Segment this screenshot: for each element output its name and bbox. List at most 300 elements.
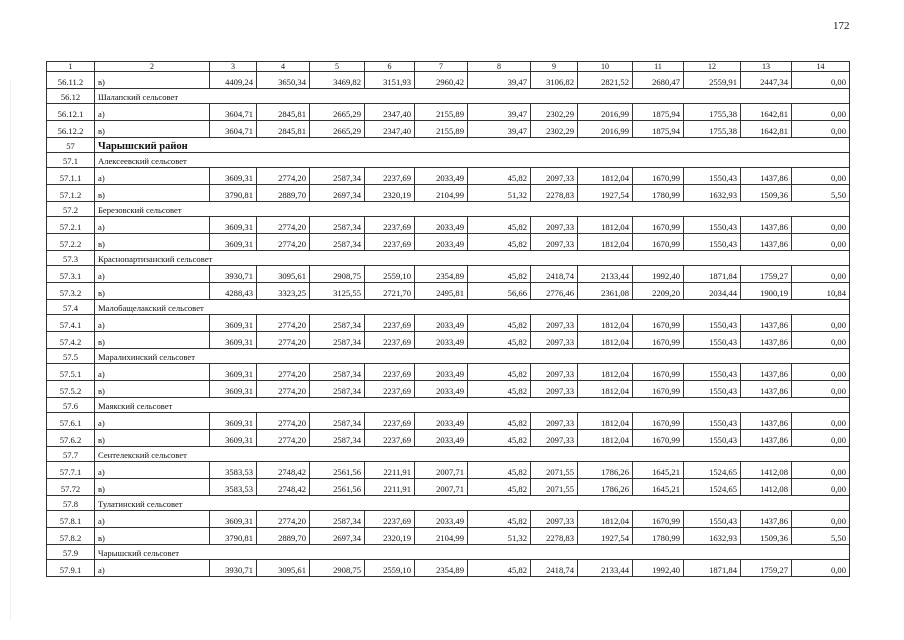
value-cell: 0,00 [792, 332, 850, 349]
value-cell: 2665,29 [310, 104, 365, 121]
value-cell: 1437,86 [741, 217, 792, 234]
value-cell: 3125,55 [310, 283, 365, 300]
value-cell: 4288,43 [210, 283, 257, 300]
value-cell: 2561,56 [310, 462, 365, 479]
table-row [47, 413, 850, 430]
value-cell: 2278,83 [531, 528, 578, 545]
value-cell: 1524,65 [684, 462, 741, 479]
value-cell: 2237,69 [365, 332, 415, 349]
value-cell: 1550,43 [684, 217, 741, 234]
table-row [47, 364, 850, 381]
value-cell: 1670,99 [633, 217, 684, 234]
value-cell: 1645,21 [633, 479, 684, 496]
section-title-cell: Маякский сельсовет [95, 398, 850, 413]
section-title-cell: Алексеевский сельсовет [95, 153, 850, 168]
value-cell: 2680,47 [633, 72, 684, 89]
value-cell: 0,00 [792, 168, 850, 185]
row-subitem-cell: а) [95, 413, 210, 430]
row-code-cell: 57.8.1 [47, 511, 95, 528]
value-cell: 0,00 [792, 72, 850, 89]
value-cell: 2237,69 [365, 315, 415, 332]
value-cell: 2302,29 [531, 121, 578, 138]
section-heading-row [47, 398, 850, 413]
value-cell: 1780,99 [633, 185, 684, 202]
value-cell: 2774,20 [257, 168, 310, 185]
value-cell: 3323,25 [257, 283, 310, 300]
value-cell: 2237,69 [365, 364, 415, 381]
value-cell: 2559,10 [365, 266, 415, 283]
row-subitem-cell: в) [95, 185, 210, 202]
value-cell: 2033,49 [415, 364, 468, 381]
value-cell: 2748,42 [257, 462, 310, 479]
value-cell: 1437,86 [741, 315, 792, 332]
value-cell: 0,00 [792, 364, 850, 381]
table-row [47, 560, 850, 577]
value-cell: 3609,31 [210, 430, 257, 447]
row-subitem-cell: в) [95, 479, 210, 496]
value-cell: 2237,69 [365, 413, 415, 430]
value-cell: 3790,81 [210, 185, 257, 202]
value-cell: 3151,93 [365, 72, 415, 89]
value-cell: 2587,34 [310, 234, 365, 251]
table-row [47, 528, 850, 545]
value-cell: 2418,74 [531, 560, 578, 577]
value-cell: 1759,27 [741, 560, 792, 577]
value-cell: 2237,69 [365, 168, 415, 185]
value-cell: 1670,99 [633, 315, 684, 332]
value-cell: 45,82 [468, 462, 531, 479]
value-cell: 51,32 [468, 185, 531, 202]
value-cell: 1550,43 [684, 413, 741, 430]
value-cell: 1642,81 [741, 104, 792, 121]
value-cell: 1645,21 [633, 462, 684, 479]
value-cell: 1437,86 [741, 511, 792, 528]
value-cell: 2155,89 [415, 104, 468, 121]
value-cell: 2133,44 [578, 560, 633, 577]
value-cell: 45,82 [468, 511, 531, 528]
value-cell: 4409,24 [210, 72, 257, 89]
value-cell: 1550,43 [684, 511, 741, 528]
value-cell: 1927,54 [578, 528, 633, 545]
value-cell: 1412,08 [741, 462, 792, 479]
value-cell: 39,47 [468, 121, 531, 138]
value-cell: 3930,71 [210, 560, 257, 577]
value-cell: 2237,69 [365, 381, 415, 398]
value-cell: 51,32 [468, 528, 531, 545]
value-cell: 2418,74 [531, 266, 578, 283]
value-cell: 0,00 [792, 381, 850, 398]
value-cell: 2097,33 [531, 234, 578, 251]
section-heading-row [47, 349, 850, 364]
value-cell: 0,00 [792, 104, 850, 121]
value-cell: 3609,31 [210, 332, 257, 349]
value-cell: 1755,38 [684, 121, 741, 138]
section-heading-row [47, 447, 850, 462]
value-cell: 2495,81 [415, 283, 468, 300]
value-cell: 2033,49 [415, 381, 468, 398]
value-cell: 1786,26 [578, 462, 633, 479]
row-subitem-cell: в) [95, 234, 210, 251]
value-cell: 3930,71 [210, 266, 257, 283]
table-row [47, 72, 850, 89]
row-code-cell: 57.3.2 [47, 283, 95, 300]
value-cell: 2033,49 [415, 413, 468, 430]
value-cell: 2016,99 [578, 104, 633, 121]
column-number-cell: 12 [684, 62, 741, 72]
section-code-cell: 57.3 [47, 251, 95, 266]
value-cell: 3609,31 [210, 381, 257, 398]
section-heading-row [47, 545, 850, 560]
row-subitem-cell: а) [95, 266, 210, 283]
section-code-cell: 56.12 [47, 89, 95, 104]
value-cell: 2097,33 [531, 168, 578, 185]
value-cell: 0,00 [792, 315, 850, 332]
value-cell: 2237,69 [365, 234, 415, 251]
value-cell: 1755,38 [684, 104, 741, 121]
value-cell: 3609,31 [210, 217, 257, 234]
row-subitem-cell: а) [95, 168, 210, 185]
section-title-cell: Маралихинский сельсовет [95, 349, 850, 364]
value-cell: 45,82 [468, 234, 531, 251]
section-title-cell: Шалапский сельсовет [95, 89, 850, 104]
section-code-cell: 57.1 [47, 153, 95, 168]
value-cell: 3790,81 [210, 528, 257, 545]
value-cell: 2320,19 [365, 528, 415, 545]
row-code-cell: 57.5.1 [47, 364, 95, 381]
value-cell: 2097,33 [531, 364, 578, 381]
column-number-cell: 9 [531, 62, 578, 72]
value-cell: 1642,81 [741, 121, 792, 138]
value-cell: 3609,31 [210, 168, 257, 185]
value-cell: 1871,84 [684, 266, 741, 283]
value-cell: 2007,71 [415, 479, 468, 496]
value-cell: 2097,33 [531, 217, 578, 234]
value-cell: 2774,20 [257, 381, 310, 398]
row-code-cell: 57.4.2 [47, 332, 95, 349]
value-cell: 1412,08 [741, 479, 792, 496]
row-code-cell: 57.8.2 [47, 528, 95, 545]
value-cell: 2908,75 [310, 266, 365, 283]
table-row [47, 168, 850, 185]
row-subitem-cell: а) [95, 560, 210, 577]
table-row [47, 315, 850, 332]
value-cell: 2320,19 [365, 185, 415, 202]
value-cell: 2776,46 [531, 283, 578, 300]
value-cell: 3604,71 [210, 121, 257, 138]
value-cell: 0,00 [792, 217, 850, 234]
row-code-cell: 56.12.1 [47, 104, 95, 121]
value-cell: 2104,99 [415, 185, 468, 202]
value-cell: 3469,82 [310, 72, 365, 89]
value-cell: 45,82 [468, 479, 531, 496]
value-cell: 2774,20 [257, 413, 310, 430]
value-cell: 1875,94 [633, 104, 684, 121]
section-heading-row [47, 496, 850, 511]
value-cell: 1550,43 [684, 364, 741, 381]
value-cell: 45,82 [468, 364, 531, 381]
value-cell: 1550,43 [684, 381, 741, 398]
value-cell: 2347,40 [365, 104, 415, 121]
value-cell: 3106,82 [531, 72, 578, 89]
value-cell: 45,82 [468, 315, 531, 332]
value-cell: 2097,33 [531, 381, 578, 398]
value-cell: 2774,20 [257, 364, 310, 381]
row-subitem-cell: в) [95, 72, 210, 89]
value-cell: 1670,99 [633, 168, 684, 185]
value-cell: 2007,71 [415, 462, 468, 479]
table-row [47, 234, 850, 251]
table-row [47, 283, 850, 300]
value-cell: 2587,34 [310, 315, 365, 332]
value-cell: 1524,65 [684, 479, 741, 496]
table-row [47, 266, 850, 283]
value-cell: 45,82 [468, 217, 531, 234]
value-cell: 45,82 [468, 560, 531, 577]
section-code-cell: 57.5 [47, 349, 95, 364]
value-cell: 0,00 [792, 430, 850, 447]
value-cell: 0,00 [792, 121, 850, 138]
value-cell: 45,82 [468, 413, 531, 430]
row-code-cell: 57.1.2 [47, 185, 95, 202]
value-cell: 2033,49 [415, 332, 468, 349]
section-code-cell: 57 [47, 138, 95, 153]
value-cell: 2097,33 [531, 430, 578, 447]
value-cell: 1812,04 [578, 413, 633, 430]
value-cell: 1437,86 [741, 332, 792, 349]
row-code-cell: 56.12.2 [47, 121, 95, 138]
value-cell: 2559,10 [365, 560, 415, 577]
value-cell: 45,82 [468, 168, 531, 185]
value-cell: 1550,43 [684, 234, 741, 251]
value-cell: 2889,70 [257, 185, 310, 202]
value-cell: 56,66 [468, 283, 531, 300]
value-cell: 2748,42 [257, 479, 310, 496]
value-cell: 2587,34 [310, 364, 365, 381]
value-cell: 2033,49 [415, 511, 468, 528]
row-subitem-cell: а) [95, 104, 210, 121]
value-cell: 2034,44 [684, 283, 741, 300]
value-cell: 2302,29 [531, 104, 578, 121]
value-cell: 1437,86 [741, 364, 792, 381]
table-row [47, 121, 850, 138]
table-row [47, 185, 850, 202]
section-title-cell: Чарышский район [95, 138, 850, 153]
value-cell: 2033,49 [415, 168, 468, 185]
value-cell: 10,84 [792, 283, 850, 300]
section-title-cell: Краснопартизанский сельсовет [95, 251, 850, 266]
value-cell: 2587,34 [310, 332, 365, 349]
row-code-cell: 57.6.1 [47, 413, 95, 430]
value-cell: 1992,40 [633, 560, 684, 577]
value-cell: 2211,91 [365, 479, 415, 496]
value-cell: 2354,89 [415, 560, 468, 577]
value-cell: 2071,55 [531, 479, 578, 496]
value-cell: 45,82 [468, 266, 531, 283]
value-cell: 1670,99 [633, 332, 684, 349]
value-cell: 2559,91 [684, 72, 741, 89]
value-cell: 0,00 [792, 560, 850, 577]
value-cell: 2104,99 [415, 528, 468, 545]
section-heading-row [47, 251, 850, 266]
value-cell: 2237,69 [365, 511, 415, 528]
value-cell: 1670,99 [633, 511, 684, 528]
value-cell: 2155,89 [415, 121, 468, 138]
value-cell: 1812,04 [578, 364, 633, 381]
section-heading-row [47, 89, 850, 104]
page-number: 172 [833, 20, 850, 32]
tariff-table [46, 61, 850, 577]
value-cell: 39,47 [468, 104, 531, 121]
section-code-cell: 57.8 [47, 496, 95, 511]
value-cell: 3583,53 [210, 462, 257, 479]
value-cell: 0,00 [792, 266, 850, 283]
row-subitem-cell: в) [95, 283, 210, 300]
value-cell: 1632,93 [684, 185, 741, 202]
section-title-cell: Сентелекский сельсовет [95, 447, 850, 462]
value-cell: 1670,99 [633, 364, 684, 381]
value-cell: 2237,69 [365, 430, 415, 447]
row-subitem-cell: а) [95, 217, 210, 234]
row-code-cell: 57.5.2 [47, 381, 95, 398]
value-cell: 1812,04 [578, 217, 633, 234]
value-cell: 2697,34 [310, 528, 365, 545]
value-cell: 2071,55 [531, 462, 578, 479]
value-cell: 1437,86 [741, 413, 792, 430]
value-cell: 1812,04 [578, 332, 633, 349]
row-code-cell: 57.6.2 [47, 430, 95, 447]
table-row [47, 381, 850, 398]
value-cell: 2097,33 [531, 511, 578, 528]
value-cell: 2361,08 [578, 283, 633, 300]
value-cell: 2774,20 [257, 217, 310, 234]
value-cell: 1900,19 [741, 283, 792, 300]
value-cell: 1812,04 [578, 381, 633, 398]
section-code-cell: 57.6 [47, 398, 95, 413]
value-cell: 3583,53 [210, 479, 257, 496]
table-body [47, 62, 850, 577]
value-cell: 2133,44 [578, 266, 633, 283]
section-title-cell: Березовский сельсовет [95, 202, 850, 217]
section-title-cell: Чарышский сельсовет [95, 545, 850, 560]
table-row [47, 217, 850, 234]
value-cell: 2908,75 [310, 560, 365, 577]
value-cell: 2721,70 [365, 283, 415, 300]
column-number-cell: 13 [741, 62, 792, 72]
column-number-cell: 6 [365, 62, 415, 72]
value-cell: 3095,61 [257, 266, 310, 283]
column-number-cell: 14 [792, 62, 850, 72]
value-cell: 1437,86 [741, 234, 792, 251]
value-cell: 3604,71 [210, 104, 257, 121]
value-cell: 3095,61 [257, 560, 310, 577]
value-cell: 3650,34 [257, 72, 310, 89]
value-cell: 2209,20 [633, 283, 684, 300]
column-number-cell: 11 [633, 62, 684, 72]
row-code-cell: 56.11.2 [47, 72, 95, 89]
row-code-cell: 57.9.1 [47, 560, 95, 577]
value-cell: 3609,31 [210, 364, 257, 381]
section-heading-row [47, 300, 850, 315]
section-title-cell: Тулатинский сельсовет [95, 496, 850, 511]
value-cell: 45,82 [468, 332, 531, 349]
value-cell: 2587,34 [310, 381, 365, 398]
value-cell: 2347,40 [365, 121, 415, 138]
section-code-cell: 57.7 [47, 447, 95, 462]
value-cell: 2097,33 [531, 413, 578, 430]
row-code-cell: 57.2.2 [47, 234, 95, 251]
row-code-cell: 57.1.1 [47, 168, 95, 185]
value-cell: 39,47 [468, 72, 531, 89]
value-cell: 2033,49 [415, 315, 468, 332]
column-number-cell: 10 [578, 62, 633, 72]
value-cell: 1927,54 [578, 185, 633, 202]
value-cell: 2587,34 [310, 168, 365, 185]
table-row [47, 104, 850, 121]
value-cell: 2845,81 [257, 121, 310, 138]
section-code-cell: 57.9 [47, 545, 95, 560]
value-cell: 0,00 [792, 234, 850, 251]
value-cell: 5,50 [792, 528, 850, 545]
value-cell: 2821,52 [578, 72, 633, 89]
row-subitem-cell: а) [95, 511, 210, 528]
value-cell: 2774,20 [257, 234, 310, 251]
column-number-cell: 5 [310, 62, 365, 72]
table-row [47, 430, 850, 447]
value-cell: 2033,49 [415, 234, 468, 251]
value-cell: 1670,99 [633, 234, 684, 251]
table-row [47, 479, 850, 496]
value-cell: 2033,49 [415, 217, 468, 234]
section-heading-row [47, 202, 850, 217]
value-cell: 1759,27 [741, 266, 792, 283]
section-title-cell: Малобащелакский сельсовет [95, 300, 850, 315]
row-subitem-cell: а) [95, 364, 210, 381]
row-code-cell: 57.4.1 [47, 315, 95, 332]
row-code-cell: 57.2.1 [47, 217, 95, 234]
value-cell: 2774,20 [257, 430, 310, 447]
value-cell: 0,00 [792, 479, 850, 496]
table-row [47, 332, 850, 349]
value-cell: 2587,34 [310, 430, 365, 447]
value-cell: 1786,26 [578, 479, 633, 496]
value-cell: 2587,34 [310, 413, 365, 430]
value-cell: 2016,99 [578, 121, 633, 138]
value-cell: 1550,43 [684, 315, 741, 332]
value-cell: 2097,33 [531, 332, 578, 349]
value-cell: 1812,04 [578, 234, 633, 251]
value-cell: 1670,99 [633, 413, 684, 430]
row-subitem-cell: в) [95, 528, 210, 545]
value-cell: 1550,43 [684, 430, 741, 447]
value-cell: 2354,89 [415, 266, 468, 283]
value-cell: 0,00 [792, 413, 850, 430]
value-cell: 0,00 [792, 462, 850, 479]
row-code-cell: 57.3.1 [47, 266, 95, 283]
value-cell: 2237,69 [365, 217, 415, 234]
table-row [47, 462, 850, 479]
value-cell: 2097,33 [531, 315, 578, 332]
row-subitem-cell: в) [95, 121, 210, 138]
value-cell: 1812,04 [578, 430, 633, 447]
value-cell: 2889,70 [257, 528, 310, 545]
value-cell: 2774,20 [257, 332, 310, 349]
section-code-cell: 57.2 [47, 202, 95, 217]
column-number-cell: 2 [95, 62, 210, 72]
column-number-cell: 1 [47, 62, 95, 72]
value-cell: 1437,86 [741, 430, 792, 447]
value-cell: 1550,43 [684, 332, 741, 349]
value-cell: 2697,34 [310, 185, 365, 202]
